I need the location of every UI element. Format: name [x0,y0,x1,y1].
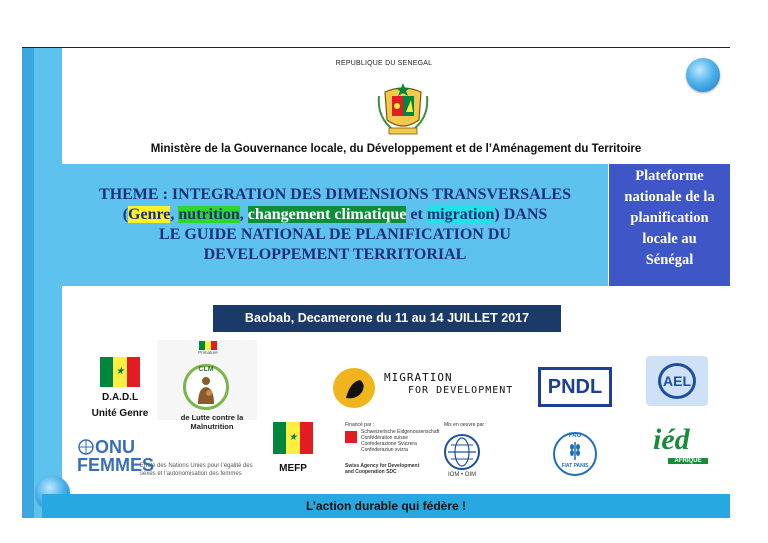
swiss-flag-icon [345,431,357,443]
clm-name: CLM [198,366,214,373]
theme-line-3: LE GUIDE NATIONAL DE PLANIFICATION DU [159,226,511,243]
ied-afrique-logo: iéd [653,423,690,456]
paren-open: ( [122,206,129,223]
tagline: L’action durable qui fédère ! [305,499,467,513]
separator: , [239,206,248,223]
implemented-by-label: Mis en oeuvre par : [444,422,487,428]
funded-by-label: Financé par : [345,422,375,428]
theme-line-2 [62,205,608,225]
swiss-names [361,429,439,453]
migration-title: MIGRATION [384,371,453,384]
mefp-label: MEFP [279,463,307,474]
platform-line: nationale de la [624,189,715,205]
sdc-line: and Cooperation SDC [345,469,397,475]
ied-subtitle: AFRIQUE [668,458,708,464]
swiss-line: Confédération suisse [361,435,408,441]
swiss-line: Confederaziun svizra [361,447,408,453]
clm-header: Primature [198,350,218,355]
fao-label: FAO [568,433,582,439]
onu-sub-line: sexes et l’autonomisation des femmes [140,471,242,477]
left-accent-bar-inner [34,48,62,518]
sdc-line: Swiss Agency for Development [345,463,420,469]
event-banner: Baobab, Decamerone du 11 au 14 JUILLET 2017 [213,305,561,332]
republic-heading: REPUBLIQUE DU SENEGAL [335,60,433,67]
highlight-migration: migration [426,206,495,223]
sdc-name [345,463,419,475]
un-emblem-icon [78,439,94,455]
onu-femmes-subtitle [140,462,253,478]
mother-child-icon [194,376,218,406]
platform-line: planification [630,210,709,226]
senegal-flag-icon: ★ [273,422,313,454]
swiss-line: Schweizerische Eidgenossenschaft [361,429,440,435]
pndl-logo: PNDL [538,367,612,407]
swiss-line: Confederazione Svizzera [361,441,417,447]
platform-line: Plateforme [635,168,704,184]
iom-label: IOM • OIM [448,472,477,478]
wheat-icon [566,440,584,462]
dadl-label: D.A.D.L [101,392,139,403]
conjunction: et [406,206,427,223]
senegal-flag-icon [199,341,217,350]
ministry-title: Ministère de la Gouvernance locale, du Développement et de l’Aménagement du Territoire [150,143,642,155]
separator: , [170,206,179,223]
platform-line: locale au [642,231,697,247]
highlight-nutrition: nutrition [178,206,240,223]
theme-text [62,185,608,265]
onu-sub-line: Entité des Nations Unies pour l’égalité des [140,463,253,469]
unite-genre-label: Unité Genre [91,408,149,419]
platform-text [609,166,730,271]
highlight-genre: Genre [128,206,171,223]
migration-silhouette-icon [340,374,370,404]
fao-motto: FIAT PANIS [561,463,589,469]
top-rule [22,47,730,48]
senegal-flag-icon: ★ [100,357,140,387]
paren-close: ) DANS [494,206,548,223]
ael-logo-text: AEL [658,363,696,399]
iom-globe-icon [446,436,478,468]
platform-line: Sénégal [645,252,694,268]
clm-caption: de Lutte contre la Malnutrition [180,413,244,431]
onu-line: ONU [95,437,135,457]
migration-subtitle: FOR DEVELOPMENT [408,385,514,396]
highlight-climate: changement climatique [247,206,407,223]
theme-line-4: DEVELOPPEMENT TERRITORIAL [203,246,467,263]
theme-line-1: THEME : INTEGRATION DES DIMENSIONS TRANSVERSALES [99,186,571,203]
senegal-coat-of-arms-icon [375,82,431,136]
femmes-line: FEMMES [77,455,155,475]
